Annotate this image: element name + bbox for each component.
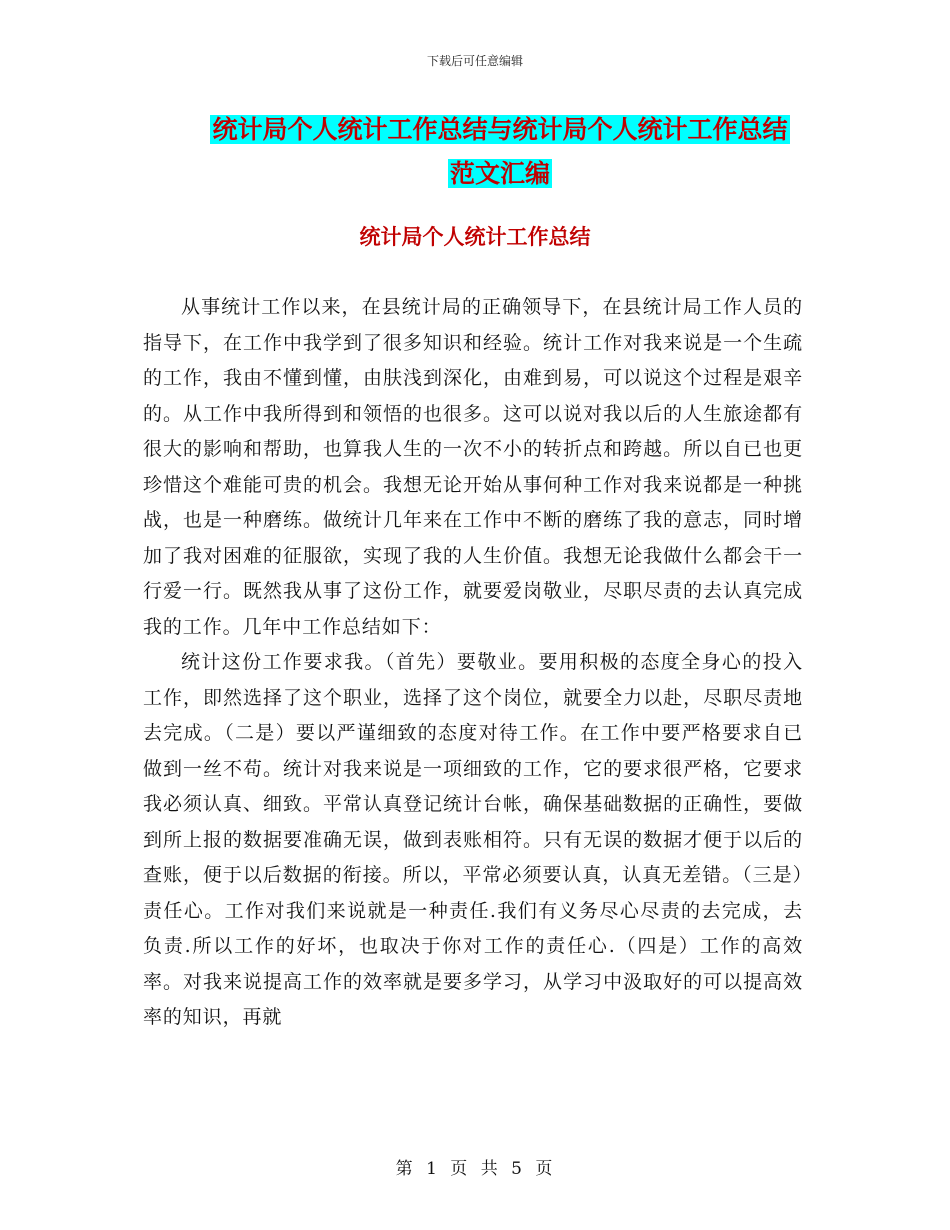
- document-title-line-1: 统计局个人统计工作总结与统计局个人统计工作总结: [212, 115, 788, 144]
- page-header-note: 下载后可任意编辑: [426, 54, 523, 68]
- body-paragraph: 从事统计工作以来，在县统计局的正确领导下，在县统计局工作人员的指导下，在工作中我学到了很多知识和经验。统计工作对我来说是一个生疏的工作，我由不懂到懂，由肤浅到深化，由难到易，可以说这个过程是艰辛的。从工作中我所得到和领悟的也很多。这可以说对我以后的人生旅途都有很大的影响和帮助，也算我人生的一次不小的转折点和跨越。所以自已也更珍惜这个难能可贵的机会。我想无论开始从事何种工作对我来说都是一种挑战，也是一种磨练。做统计几年来在工作中不断的磨练了我的意志，同时增加了我对困难的征服欲，实现了我的人生价值。我想无论我做什么都会干一行爱一行。既然我从事了这份工作，就要爱岗敬业，尽职尽责的去认真完成我的工作。几年中工作总结如下：: [143, 296, 803, 638]
- document-title-line-2: 范文汇编: [449, 159, 550, 188]
- section-heading: 统计局个人统计工作总结: [359, 225, 591, 249]
- document-title: [140, 108, 860, 196]
- body-paragraph: 统计这份工作要求我。（首先）要敬业。要用积极的态度全身心的投入工作，即然选择了这个职业，选择了这个岗位，就要全力以赴，尽职尽责地去完成。（二是）要以严谨细致的态度对待工作。在工作中要严格要求自已做到一丝不苟。统计对我来说是一项细致的工作，它的要求很严格，它要求我必须认真、细致。平常认真登记统计台帐，确保基础数据的正确性，要做到所上报的数据要准确无误，做到表账相符。只有无误的数据才便于以后的查账，便于以后数据的衔接。所以，平常必须要认真，认真无差错。（三是）责任心。工作对我们来说就是一种责任.我们有义务尽心尽责的去完成，去负责.所以工作的好坏，也取决于你对工作的责任心.（四是）工作的高效率。对我来说提高工作的效率就是要多学习，从学习中汲取好的可以提高效率的知识，再就: [143, 651, 803, 1028]
- page-number-footer: 第 1 页 共 5 页: [395, 1159, 555, 1179]
- document-body: [143, 290, 803, 1036]
